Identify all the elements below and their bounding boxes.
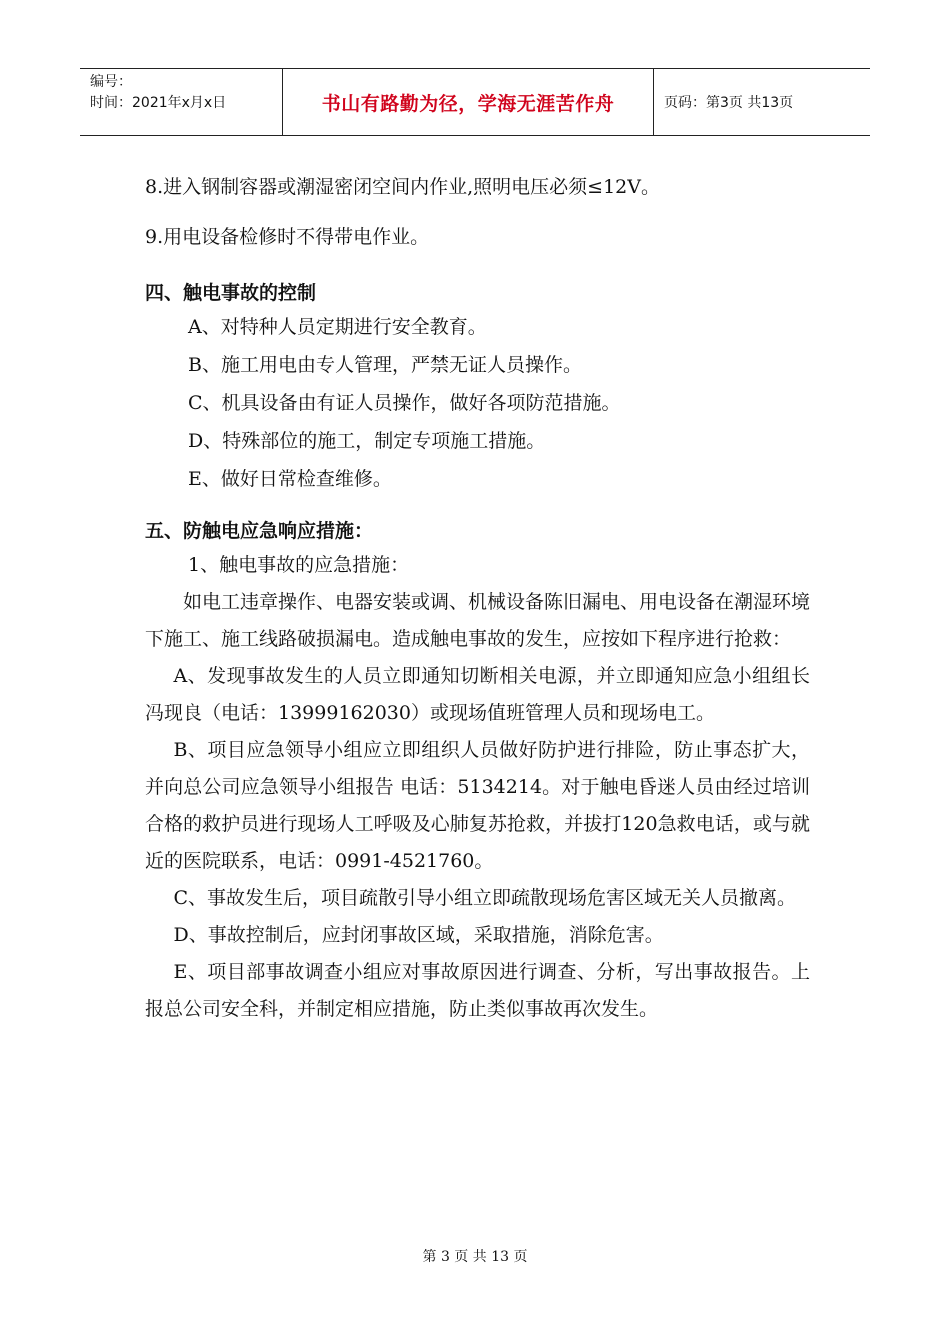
section-5-step-d: D、事故控制后，应封闭事故区域，采取措施，消除危害。	[173, 924, 664, 946]
rule-item-9: 9.用电设备检修时不得带电作业。	[145, 226, 430, 248]
header-left-cell	[80, 69, 282, 135]
section-5-step-e: E、项目部事故调查小组应对事故原因进行调查、分析，写出事故报告。上报总公司安全科，并制定相应措施，防止类似事故再次发生。	[145, 961, 810, 1020]
section-4-item-d: D、特殊部位的施工，制定专项施工措施。	[188, 430, 546, 452]
section-5-intro: 如电工违章操作、电器安装或调、机械设备陈旧漏电、用电设备在潮湿环境下施工、施工线路破损漏电。造成触电事故的发生，应按如下程序进行抢救：	[145, 591, 811, 650]
section-5-step-b: B、项目应急领导小组应立即组织人员做好防护进行排险，防止事态扩大，并向总公司应急领导小组报告 电话：5134214。对于触电昏迷人员由经过培训合格的救护员进行现场人工呼吸及心肺复苏抢救，并拔打120急救电话，或与就近的医院联系，电话：0991-4521760。	[145, 739, 810, 872]
header-motto: 书山有路勤为径，学海无涯苦作舟	[321, 92, 615, 115]
document-date: 时间：2021年x月x日	[90, 95, 227, 111]
section-4-list	[145, 308, 810, 498]
section-4-item-b: B、施工用电由专人管理，严禁无证人员操作。	[188, 354, 582, 376]
document-body	[145, 168, 810, 1028]
page-header	[80, 68, 870, 136]
document-number-label: 编号：	[90, 74, 132, 90]
page-footer: 第 3 页 共 13 页	[422, 1249, 528, 1265]
header-page-info-cell	[654, 69, 870, 135]
section-4-item-c: C、机具设备由有证人员操作，做好各项防范措施。	[188, 392, 621, 414]
section-5-title: 五、防触电应急响应措施：	[145, 520, 374, 542]
rule-item-8: 8.进入钢制容器或潮湿密闭空间内作业,照明电压必须≤12V。	[145, 176, 660, 198]
section-5-step-c: C、事故发生后，项目疏散引导小组立即疏散现场危害区域无关人员撤离。	[173, 887, 797, 909]
section-5-step-a: A、发现事故发生的人员立即通知切断相关电源，并立即通知应急小组组长冯现良（电话：13999162030）或现场值班管理人员和现场电工。	[145, 665, 810, 724]
section-5-subtitle: 1、触电事故的应急措施：	[188, 554, 410, 576]
header-motto-cell	[282, 69, 654, 135]
header-page-info: 页码：第3页 共13页	[664, 95, 794, 111]
section-4-item-e: E、做好日常检查维修。	[188, 468, 392, 490]
section-4-title: 四、触电事故的控制	[145, 282, 317, 304]
section-4-item-a: A、对特种人员定期进行安全教育。	[188, 316, 487, 338]
